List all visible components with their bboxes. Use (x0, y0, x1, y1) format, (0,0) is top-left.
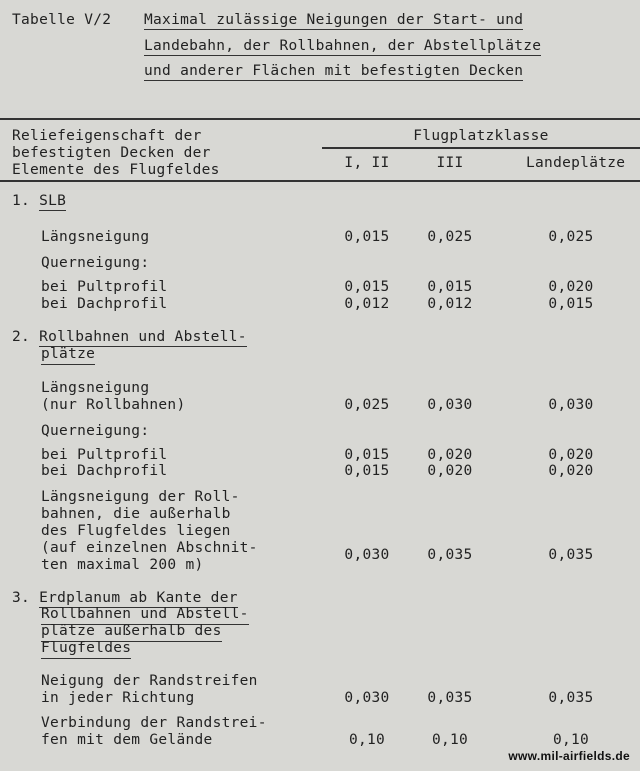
column-header-1: I, II (344, 155, 390, 171)
row-label: (nur Rollbahnen) (41, 397, 186, 413)
value-cell: 0,030 (548, 397, 594, 413)
row-label: Längsneigung (41, 229, 150, 245)
section-3-heading: 3. Erdplanum ab Kante der (12, 590, 238, 606)
section-2-heading: 2. Rollbahnen und Abstell- (12, 329, 247, 345)
table-title-line-1: Maximal zulässige Neigungen der Start- und (144, 12, 524, 28)
row-label: (auf einzelnen Abschnit- (41, 540, 258, 556)
value-cell: 0,10 (348, 732, 386, 748)
row-label: Querneigung: (41, 255, 150, 271)
value-cell: 0,012 (344, 296, 390, 312)
column-header-3: Landeplätze (526, 155, 626, 171)
section-2-heading-line-2: plätze (41, 346, 95, 365)
section-1-heading: 1. SLB (12, 193, 67, 209)
value-cell: 0,020 (548, 463, 594, 479)
value-cell: 0,035 (427, 547, 473, 563)
value-cell: 0,015 (344, 447, 390, 463)
column-header-2: III (436, 155, 464, 171)
section-3-heading-line-3: plätze außerhalb des (41, 623, 222, 642)
value-cell: 0,10 (431, 732, 469, 748)
header-rule (0, 180, 640, 182)
row-label: fen mit dem Gelände (41, 732, 213, 748)
value-cell: 0,020 (548, 447, 594, 463)
row-label: ten maximal 200 m) (41, 557, 204, 573)
site-credit: www.mil-airfields.de (508, 749, 630, 763)
row-label: bei Pultprofil (41, 279, 168, 295)
section-3-heading-line-2: Rollbahnen und Abstell- (41, 606, 249, 625)
value-cell: 0,012 (427, 296, 473, 312)
group-header: Flugplatzklasse (413, 128, 549, 144)
value-cell: 0,025 (427, 229, 473, 245)
row-label: Längsneigung der Roll- (41, 489, 240, 505)
row-label: bahnen, die außerhalb (41, 506, 231, 522)
value-cell: 0,020 (427, 463, 473, 479)
row-label: des Flugfeldes liegen (41, 523, 231, 539)
value-cell: 0,015 (344, 279, 390, 295)
value-cell: 0,025 (548, 229, 594, 245)
value-cell: 0,015 (344, 229, 390, 245)
value-cell: 0,030 (427, 397, 473, 413)
row-label: Neigung der Randstreifen (41, 673, 258, 689)
value-cell: 0,025 (344, 397, 390, 413)
row-label: bei Dachprofil (41, 296, 168, 312)
row-label: Querneigung: (41, 423, 150, 439)
group-header-rule (322, 147, 640, 149)
value-cell: 0,10 (552, 732, 590, 748)
row-label: Längsneigung (41, 380, 150, 396)
value-cell: 0,035 (548, 690, 594, 706)
value-cell: 0,035 (427, 690, 473, 706)
row-header-line-3: Elemente des Flugfeldes (12, 162, 220, 178)
table-title-line-2: Landebahn, der Rollbahnen, der Abstellplätze (144, 38, 542, 54)
value-cell: 0,020 (548, 279, 594, 295)
row-label: in jeder Richtung (41, 690, 195, 706)
value-cell: 0,030 (344, 547, 390, 563)
value-cell: 0,015 (427, 279, 473, 295)
value-cell: 0,015 (344, 463, 390, 479)
row-header-line-1: Reliefeigenschaft der (12, 128, 202, 144)
value-cell: 0,030 (344, 690, 390, 706)
row-header-line-2: befestigten Decken der (12, 145, 211, 161)
section-3-heading-line-4: Flugfeldes (41, 640, 131, 659)
row-label: bei Dachprofil (41, 463, 168, 479)
row-label: Verbindung der Randstrei- (41, 715, 267, 731)
table-label: Tabelle V/2 (12, 12, 112, 28)
table-title-line-3: und anderer Flächen mit befestigten Decken (144, 63, 524, 79)
value-cell: 0,015 (548, 296, 594, 312)
value-cell: 0,020 (427, 447, 473, 463)
value-cell: 0,035 (548, 547, 594, 563)
top-rule (0, 118, 640, 120)
row-label: bei Pultprofil (41, 447, 168, 463)
